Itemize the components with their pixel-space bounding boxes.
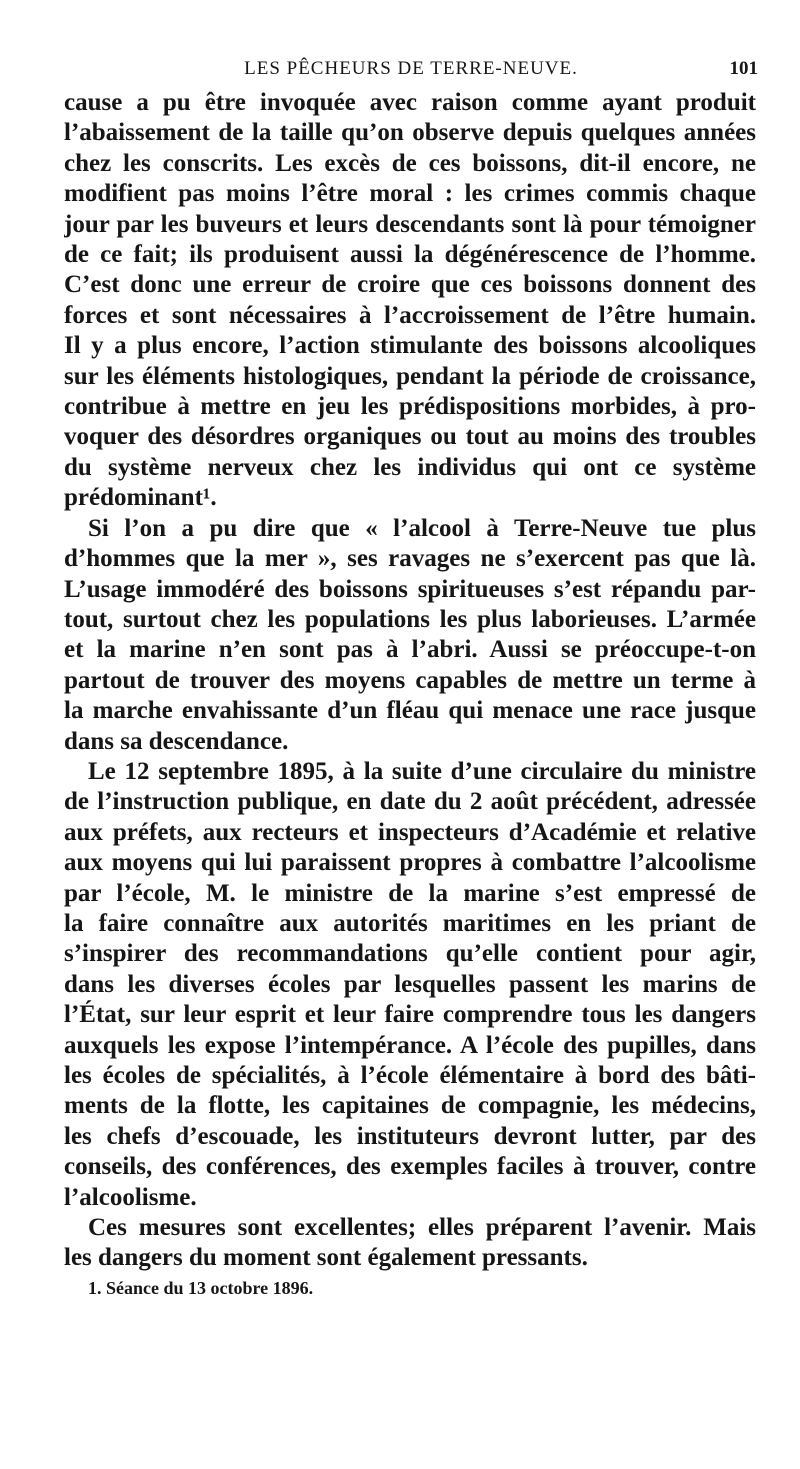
text-line: Le 12 septembre 1895, à la suite d’une circulaire du ministre [88,757,756,785]
paragraph [64,88,756,514]
text-line: Il y a plus encore, l’action stimulante des boissons alcooliques [64,332,756,360]
text-line: Ces mesures sont excellentes; elles préparent l’avenir. Mais [88,1214,756,1242]
text-line: de ce fait; ils produisent aussi la dégénérescence de l’homme. [64,241,756,269]
text-line: voquer des désordres organiques ou tout au moins des troubles [64,423,756,451]
running-title: LES PÊCHEURS DE TERRE-NEUVE. [244,58,578,79]
text-line: auxquels les expose l’intempérance. A l’école des pupilles, dans [64,1031,756,1059]
text-line: chez les conscrits. Les excès de ces boissons, dit-il encore, ne [64,149,756,177]
text-line: d’hommes que la mer », ses ravages ne s’exercent pas que là. [64,545,756,573]
text-line: de l’instruction publique, en date du 2 août précédent, adressée [64,788,756,816]
text-line: partout de trouver des moyens capables de mettre un terme à [64,666,756,694]
text-line: prédominant¹. [64,484,217,512]
text-line: aux moyens qui lui paraissent propres à combattre l’alcoolisme [64,849,756,877]
text-line: L’usage immodéré des boissons spiritueuses s’est répandu par- [64,575,756,603]
paragraph [64,514,756,757]
text-line: l’abaissement de la taille qu’on observe depuis quelques années [64,119,756,147]
paragraph [64,1213,756,1274]
text-line: sur les éléments histologiques, pendant la période de croissance, [64,362,756,390]
text-line: C’est donc une erreur de croire que ces boissons donnent des [64,271,756,299]
page-number: 101 [729,58,758,79]
body-text [64,88,756,1274]
page-header [64,58,758,88]
text-line: la faire connaître aux autorités maritimes en les priant de [64,909,756,937]
text-line: et la marine n’en sont pas à l’abri. Aussi se préoccupe-t-on [64,636,756,664]
text-line: Si l’on a pu dire que « l’alcool à Terre-Neuve tue plus [88,514,756,542]
text-line: contribue à mettre en jeu les prédispositions morbides, à pro- [64,393,756,421]
text-line: par l’école, M. le ministre de la marine s’est empressé de [64,879,756,907]
text-line: modifient pas moins l’être moral : les crimes commis chaque [64,180,756,208]
text-line: dans les diverses écoles par lesquelles passent les marins de [64,970,756,998]
text-line: conseils, des conférences, des exemples faciles à trouver, contre [64,1153,756,1181]
text-line: les chefs d’escouade, les instituteurs devront lutter, par des [64,1122,756,1150]
text-line: tout, surtout chez les populations les plus laborieuses. L’armée [64,605,756,633]
text-line: jour par les buveurs et leurs descendants sont là pour témoigner [64,210,756,238]
text-line: les écoles de spécialités, à l’école élémentaire à bord des bâti- [64,1062,756,1089]
text-line: cause a pu être invoquée avec raison comme ayant produit [64,89,756,116]
text-line: la marche envahissante d’un fléau qui menace une race jusque [64,697,756,725]
footnote: 1. Séance du 13 octobre 1896. [88,1278,314,1298]
text-line: dans sa descendance. [64,727,289,755]
text-line: l’alcoolisme. [64,1183,197,1211]
text-line: l’État, sur leur esprit et leur faire comprendre tous les dangers [64,1001,756,1029]
text-line: s’inspirer des recommandations qu’elle contient pour agir, [64,940,756,968]
text-line: aux préfets, aux recteurs et inspecteurs d’Académie et relative [64,818,756,846]
text-line: du système nerveux chez les individus qui ont ce système [64,453,756,481]
text-line: ments de la flotte, les capitaines de compagnie, les médecins, [64,1092,756,1120]
text-line: les dangers du moment sont également pressants. [64,1244,588,1272]
paragraph [64,757,756,1213]
text-line: forces et sont nécessaires à l’accroissement de l’être humain. [64,301,756,329]
